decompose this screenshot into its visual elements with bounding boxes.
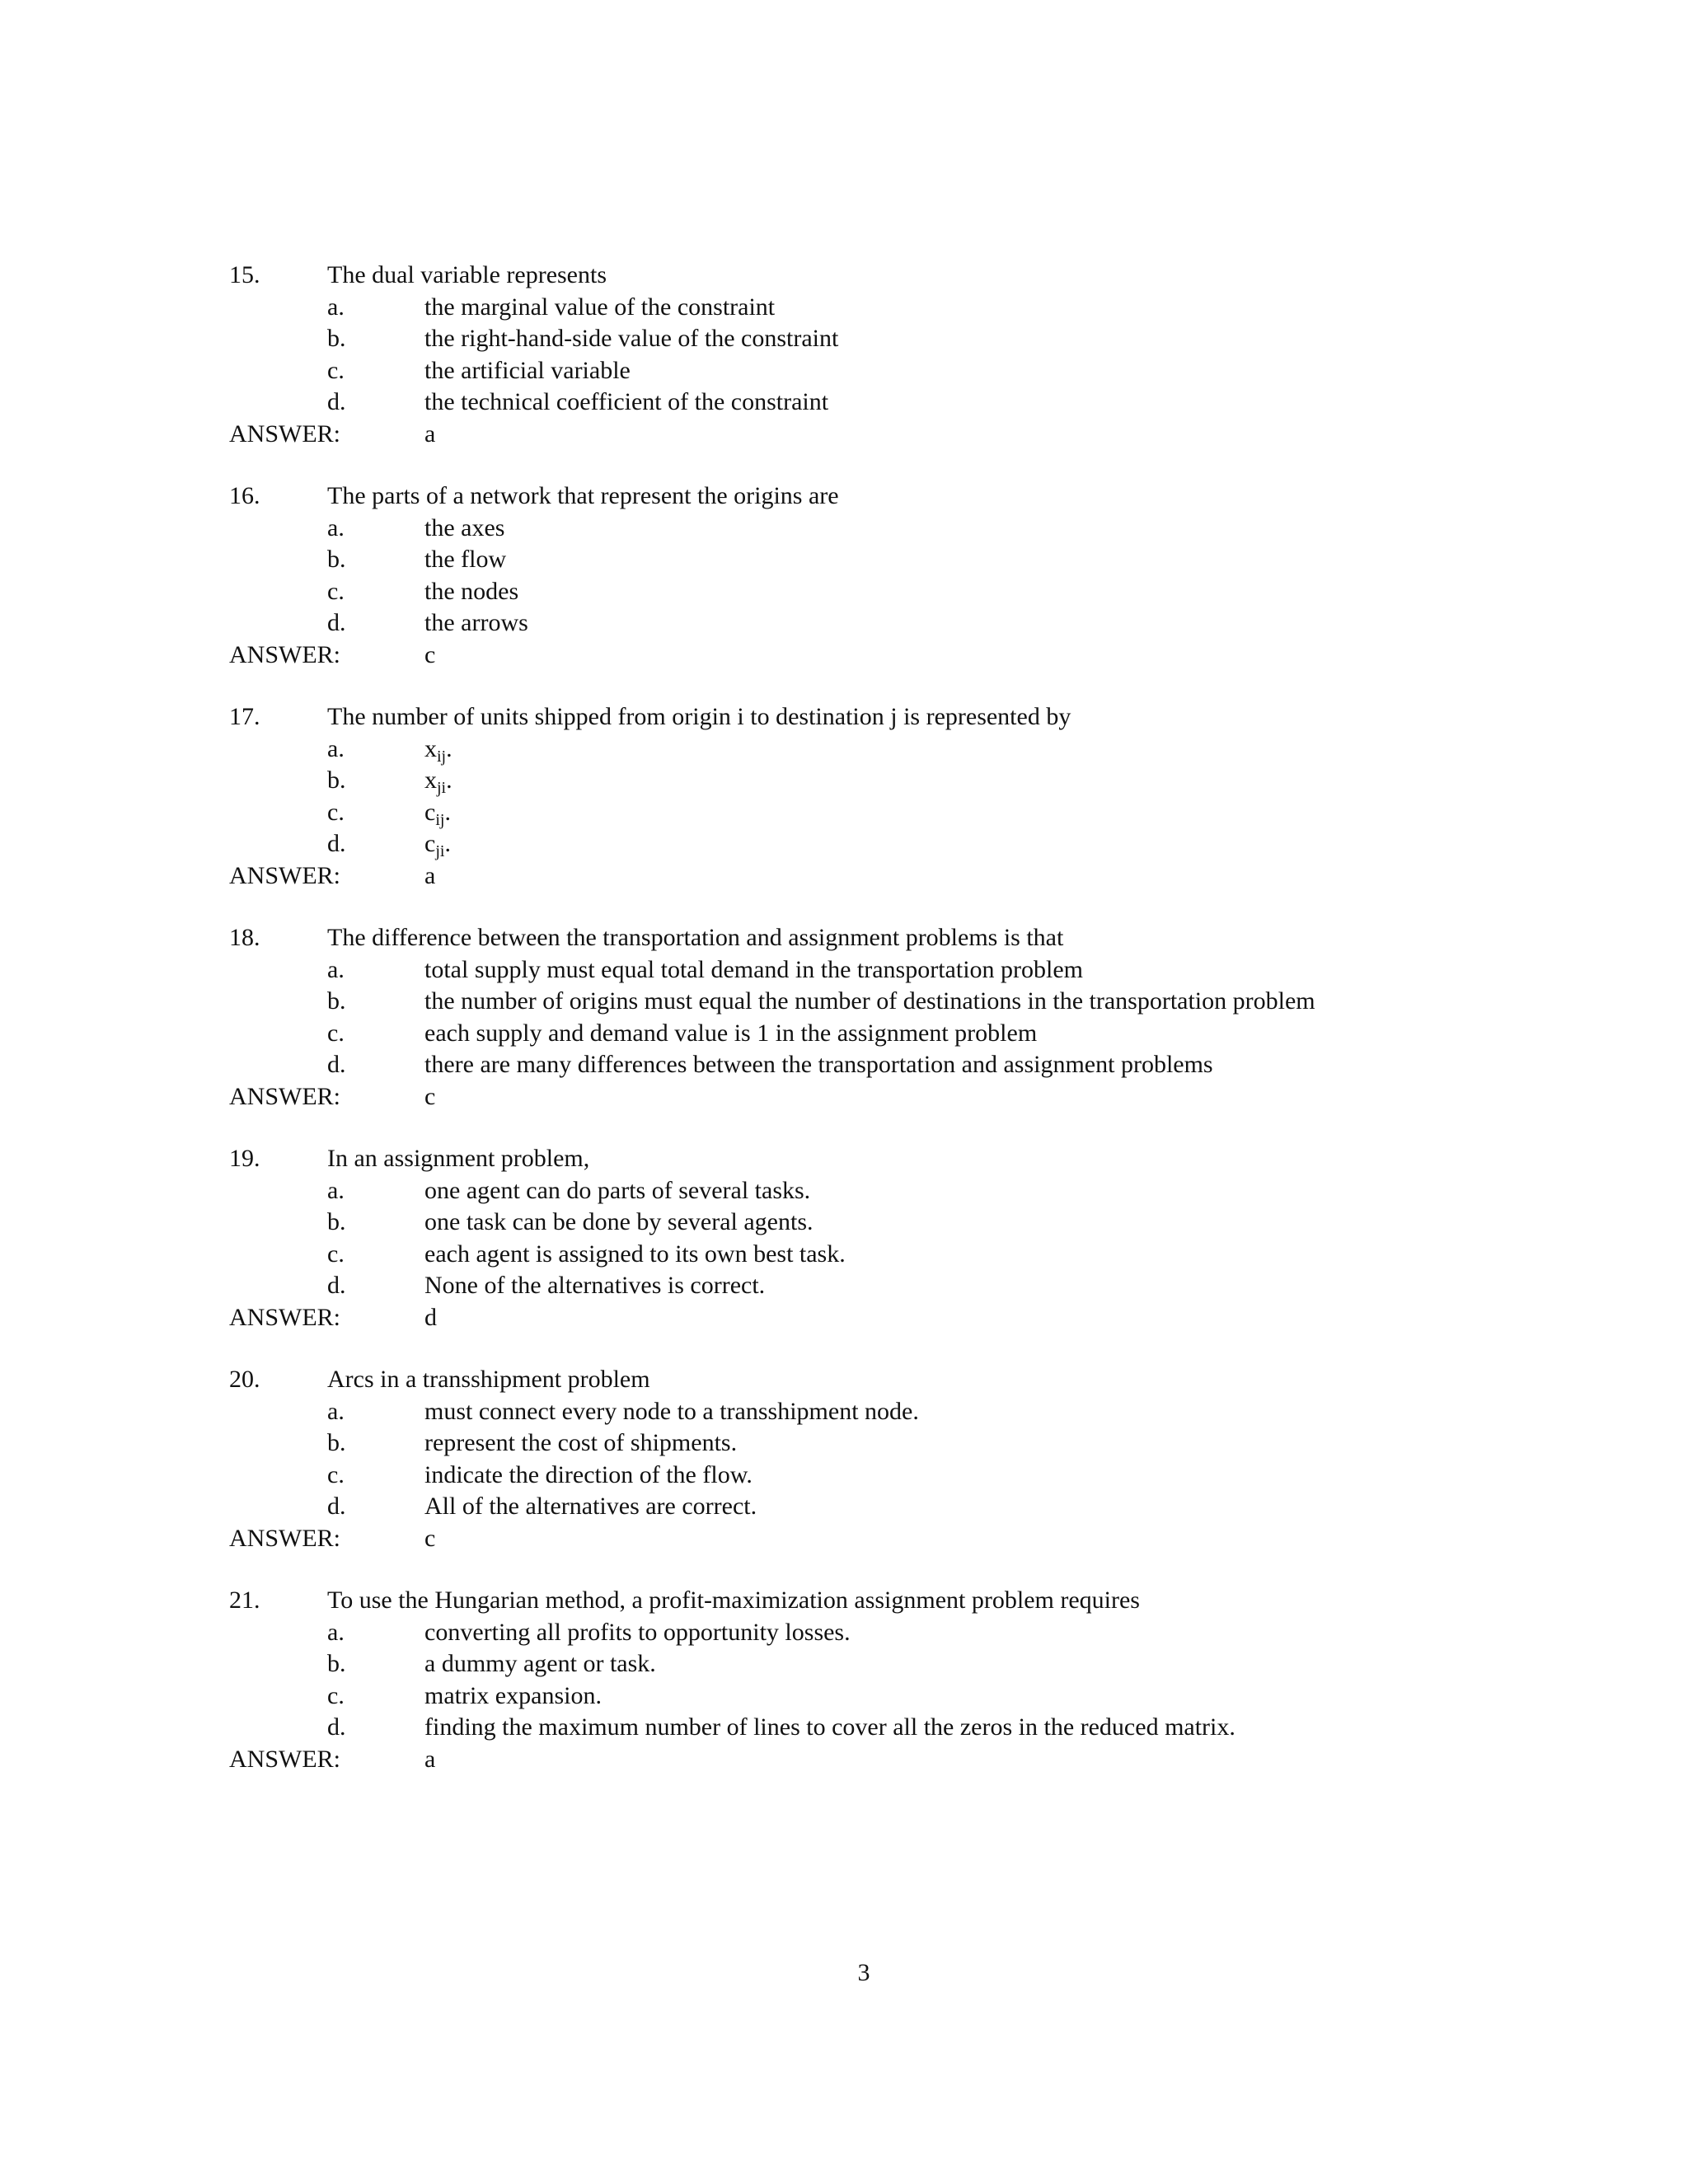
option-letter: b. bbox=[327, 766, 346, 794]
option-text bbox=[424, 733, 452, 766]
answer-label: ANSWER: bbox=[229, 1082, 340, 1110]
option-text: finding the maximum number of lines to cover all the zeros in the reduced matrix. bbox=[424, 1713, 1236, 1741]
question-number: 20. bbox=[229, 1366, 260, 1393]
question-list bbox=[0, 260, 1688, 1806]
option-letter: b. bbox=[327, 1429, 346, 1456]
option-b bbox=[0, 323, 1688, 355]
option-d bbox=[0, 1712, 1688, 1744]
option-text: the right-hand-side value of the constraint bbox=[424, 325, 839, 352]
option-text: each supply and demand value is 1 in the assignment problem bbox=[424, 1019, 1038, 1047]
option-text bbox=[424, 797, 451, 829]
option-text: represent the cost of shipments. bbox=[424, 1429, 738, 1456]
option-letter: d. bbox=[327, 609, 346, 636]
option-a bbox=[0, 733, 1688, 766]
question-text: To use the Hungarian method, a profit-maximization assignment problem requires bbox=[327, 1586, 1140, 1614]
option-text: the flow bbox=[424, 546, 507, 573]
option-letter: c. bbox=[327, 1460, 345, 1488]
question-text: The parts of a network that represent the origins are bbox=[327, 482, 839, 509]
option-d bbox=[0, 1270, 1688, 1302]
option-letter: d. bbox=[327, 388, 346, 415]
variable-base: c bbox=[424, 798, 436, 826]
question-number: 21. bbox=[229, 1586, 260, 1614]
page-number: 3 bbox=[857, 1959, 870, 1986]
answer-row bbox=[0, 1744, 1688, 1776]
answer-label: ANSWER: bbox=[229, 861, 340, 889]
question-stem bbox=[0, 1143, 1688, 1175]
option-letter: d. bbox=[327, 1493, 346, 1520]
answer-row bbox=[0, 1081, 1688, 1113]
question-text: The dual variable represents bbox=[327, 261, 607, 288]
question-stem bbox=[0, 1364, 1688, 1396]
question-text: Arcs in a transshipment problem bbox=[327, 1366, 650, 1393]
option-letter: d. bbox=[327, 1272, 346, 1299]
answer-label: ANSWER: bbox=[229, 1303, 340, 1331]
question-number: 19. bbox=[229, 1145, 260, 1172]
question-text: In an assignment problem, bbox=[327, 1145, 590, 1172]
variable-subscript: ji bbox=[435, 842, 445, 860]
question-text: The number of units shipped from origin i to destination j is represented by bbox=[327, 703, 1071, 730]
answer-row bbox=[0, 1523, 1688, 1555]
option-c bbox=[0, 1460, 1688, 1492]
question-16 bbox=[0, 480, 1688, 701]
option-text: matrix expansion. bbox=[424, 1681, 602, 1709]
option-d bbox=[0, 607, 1688, 640]
option-b bbox=[0, 1427, 1688, 1460]
option-letter: c. bbox=[327, 1240, 345, 1268]
option-text: total supply must equal total demand in the transportation problem bbox=[424, 955, 1084, 983]
option-c bbox=[0, 797, 1688, 829]
variable-base: x bbox=[424, 734, 437, 762]
option-period: . bbox=[444, 798, 451, 826]
answer-value: a bbox=[424, 1745, 436, 1773]
option-a bbox=[0, 1175, 1688, 1207]
option-a bbox=[0, 1396, 1688, 1428]
question-stem bbox=[0, 922, 1688, 954]
option-c bbox=[0, 1680, 1688, 1713]
option-a bbox=[0, 1617, 1688, 1649]
option-letter: a. bbox=[327, 293, 345, 321]
answer-row bbox=[0, 419, 1688, 451]
option-text: the marginal value of the constraint bbox=[424, 293, 776, 321]
option-d bbox=[0, 387, 1688, 419]
option-text: None of the alternatives is correct. bbox=[424, 1272, 766, 1299]
answer-value: c bbox=[424, 640, 436, 668]
variable-base: c bbox=[424, 830, 436, 857]
option-letter: c. bbox=[327, 577, 345, 605]
option-text: a dummy agent or task. bbox=[424, 1650, 656, 1677]
option-period: . bbox=[444, 830, 451, 857]
option-letter: c. bbox=[327, 1681, 345, 1709]
option-text: the arrows bbox=[424, 609, 528, 636]
variable-subscript: ji bbox=[437, 779, 447, 797]
option-c bbox=[0, 576, 1688, 608]
option-letter: b. bbox=[327, 1208, 346, 1235]
option-letter: a. bbox=[327, 513, 345, 541]
option-a bbox=[0, 954, 1688, 987]
option-letter: c. bbox=[327, 1019, 345, 1047]
option-b bbox=[0, 544, 1688, 576]
option-b bbox=[0, 986, 1688, 1018]
question-text: The difference between the transportation and assignment problems is that bbox=[327, 924, 1064, 951]
answer-label: ANSWER: bbox=[229, 1524, 340, 1552]
option-b bbox=[0, 1648, 1688, 1680]
answer-label: ANSWER: bbox=[229, 640, 340, 668]
option-period: . bbox=[446, 766, 452, 794]
answer-value: a bbox=[424, 419, 436, 448]
option-letter: b. bbox=[327, 1650, 346, 1677]
answer-row bbox=[0, 640, 1688, 672]
question-stem bbox=[0, 701, 1688, 733]
option-b bbox=[0, 765, 1688, 797]
question-21 bbox=[0, 1585, 1688, 1806]
option-text: there are many differences between the transportation and assignment problems bbox=[424, 1051, 1213, 1078]
question-number: 15. bbox=[229, 261, 260, 288]
answer-value: d bbox=[424, 1303, 437, 1331]
answer-value: c bbox=[424, 1524, 436, 1552]
option-text: the nodes bbox=[424, 577, 519, 605]
option-d bbox=[0, 1049, 1688, 1081]
option-letter: a. bbox=[327, 1397, 345, 1425]
variable-subscript: ij bbox=[435, 810, 445, 829]
question-18 bbox=[0, 922, 1688, 1143]
question-17 bbox=[0, 701, 1688, 922]
option-letter: d. bbox=[327, 830, 346, 857]
option-text: the axes bbox=[424, 513, 505, 541]
option-text: each agent is assigned to its own best task. bbox=[424, 1240, 846, 1268]
option-letter: c. bbox=[327, 798, 345, 826]
option-c bbox=[0, 355, 1688, 387]
answer-value: a bbox=[424, 861, 436, 889]
option-text: the artificial variable bbox=[424, 356, 631, 384]
variable-base: x bbox=[424, 766, 437, 794]
question-stem bbox=[0, 260, 1688, 292]
question-number: 17. bbox=[229, 703, 260, 730]
option-letter: d. bbox=[327, 1051, 346, 1078]
option-text bbox=[424, 828, 451, 860]
question-19 bbox=[0, 1143, 1688, 1364]
question-15 bbox=[0, 260, 1688, 480]
option-text: indicate the direction of the flow. bbox=[424, 1460, 753, 1488]
option-text: must connect every node to a transshipment node. bbox=[424, 1397, 919, 1425]
option-text: All of the alternatives are correct. bbox=[424, 1493, 757, 1520]
option-c bbox=[0, 1239, 1688, 1271]
question-stem bbox=[0, 1585, 1688, 1617]
option-a bbox=[0, 513, 1688, 545]
option-text: one task can be done by several agents. bbox=[424, 1208, 814, 1235]
answer-value: c bbox=[424, 1082, 436, 1110]
option-letter: c. bbox=[327, 356, 345, 384]
option-letter: b. bbox=[327, 325, 346, 352]
option-period: . bbox=[446, 734, 452, 762]
question-number: 18. bbox=[229, 924, 260, 951]
option-c bbox=[0, 1018, 1688, 1050]
option-letter: a. bbox=[327, 734, 345, 762]
option-text: converting all profits to opportunity losses. bbox=[424, 1618, 851, 1646]
option-d bbox=[0, 828, 1688, 860]
option-letter: a. bbox=[327, 1176, 345, 1204]
option-text: the number of origins must equal the number of destinations in the transportation problem bbox=[424, 987, 1315, 1015]
answer-label: ANSWER: bbox=[229, 1745, 340, 1773]
option-text: the technical coefficient of the constraint bbox=[424, 388, 829, 415]
option-letter: a. bbox=[327, 1618, 345, 1646]
option-text: one agent can do parts of several tasks. bbox=[424, 1176, 811, 1204]
option-letter: a. bbox=[327, 955, 345, 983]
option-text bbox=[424, 765, 452, 797]
option-d bbox=[0, 1491, 1688, 1523]
answer-label: ANSWER: bbox=[229, 419, 340, 448]
question-stem bbox=[0, 480, 1688, 513]
question-number: 16. bbox=[229, 482, 260, 509]
question-20 bbox=[0, 1364, 1688, 1585]
option-b bbox=[0, 1207, 1688, 1239]
option-letter: b. bbox=[327, 546, 346, 573]
option-a bbox=[0, 292, 1688, 324]
variable-subscript: ij bbox=[437, 747, 447, 766]
answer-row bbox=[0, 860, 1688, 893]
answer-row bbox=[0, 1302, 1688, 1334]
option-letter: d. bbox=[327, 1713, 346, 1741]
option-letter: b. bbox=[327, 987, 346, 1015]
